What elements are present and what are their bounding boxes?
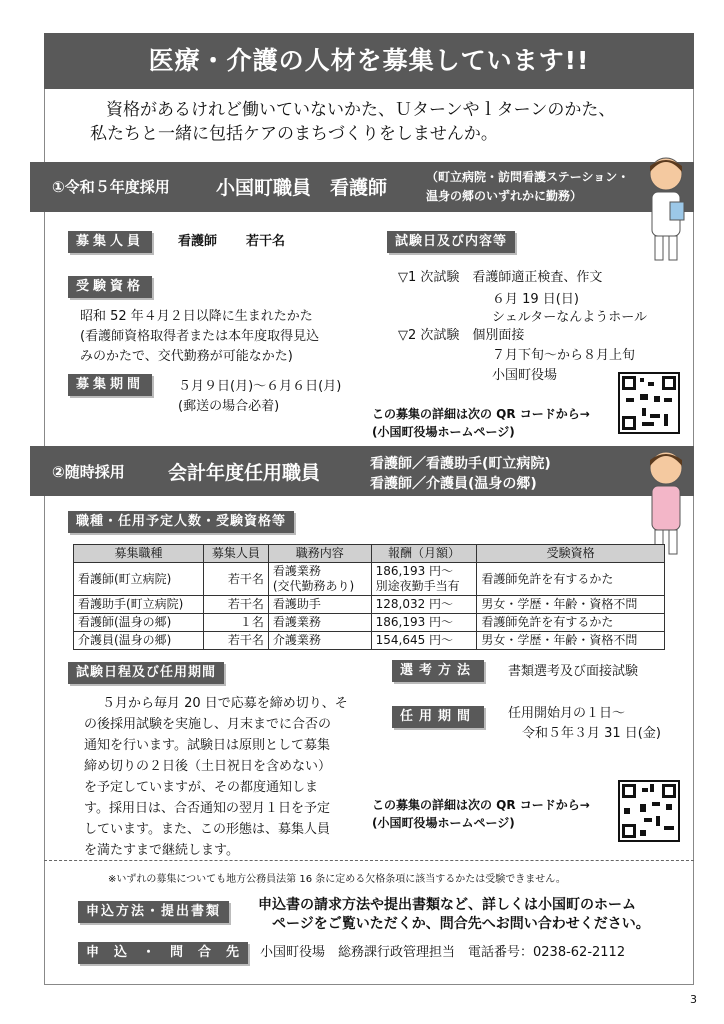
exam2-date: ７月下旬～から８月上旬 [492, 348, 636, 363]
header-qual: 受験資格 [477, 545, 665, 563]
apply-line-1: 申込書の請求方法や提出書類など、詳しくは小国町のホーム [258, 897, 636, 913]
table-row [74, 632, 665, 650]
header-job: 募集職種 [74, 545, 204, 563]
qualification-label: 受験資格 [68, 276, 152, 298]
row-pay-1: 186,193 円～ [375, 564, 454, 578]
exam1-place: シェルターなんようホール [492, 310, 647, 325]
section2-note-2: 看護師／介護員(温身の郷) [370, 476, 537, 492]
row-count: 若干名 [204, 596, 269, 614]
row-job: 介護員(温身の郷) [74, 632, 204, 650]
recruit-count: 若干名 [246, 234, 286, 249]
recruit-job: 看護師 [178, 234, 218, 249]
exam2-title: ▽2 次試験 個別面接 [398, 328, 525, 343]
row-qual: 男女・学歴・年齢・資格不問 [477, 632, 665, 650]
table-row [74, 614, 665, 632]
header-count: 募集人員 [204, 545, 269, 563]
schedule-line: を予定していますが、その都度通知しま [84, 780, 319, 795]
row-qual: 看護師免許を有するかた [477, 614, 665, 632]
page-number: 3 [690, 993, 697, 1006]
contact-text: 小国町役場 総務課行政管理担当 電話番号：0238-62-2112 [260, 945, 626, 960]
row-job: 看護師(町立病院) [74, 563, 204, 596]
section2-heading-prefix: ②随時採用 [52, 463, 125, 481]
row-duty [268, 563, 371, 596]
row-pay: 186,193 円～ [371, 614, 477, 632]
term-line-2: 令和５年３月 31 日(金) [522, 726, 661, 741]
qr-code-icon [620, 374, 678, 432]
jobs-table [73, 544, 665, 650]
exam2-place: 小国町役場 [492, 368, 558, 383]
intro-line-1: 資格があるけれど働いていないかた、Ｕターンやｌターンのかた、 [106, 100, 616, 120]
apply-line-2: ページをご覧いただくか、問合先へお問い合わせください。 [272, 916, 650, 932]
section1-note-2: 温身の郷のいずれかに勤務） [426, 189, 583, 203]
term-line-1: 任用開始月の１日～ [508, 706, 626, 721]
qr-note-1: この募集の詳細は次の QR コードから→ [372, 407, 590, 421]
schedule-line: しています。また、この形態は、募集人員 [84, 822, 330, 837]
qr-code-2[interactable] [618, 780, 680, 842]
period-line-1: ５月９日(月)～６月６日(月) [178, 379, 342, 394]
row-qual: 看護師免許を有するかた [477, 563, 665, 596]
qr-note-1-sub: (小国町役場ホームページ) [372, 425, 515, 439]
section1-heading-main: 小国町職員 看護師 [216, 177, 388, 199]
exam1-date: ６月 19 日(日) [492, 292, 579, 307]
section1-heading-prefix: ①令和５年度採用 [52, 178, 170, 196]
nurse-illustration [640, 152, 692, 264]
header-duty: 職務内容 [268, 545, 371, 563]
divider [44, 860, 694, 861]
row-pay: 128,032 円～ [371, 596, 477, 614]
exam1-title: ▽1 次試験 看護師適正検査、作文 [398, 270, 603, 285]
section1-note-1: （町立病院・訪問看護ステーション・ [426, 170, 630, 184]
page-title: 医療・介護の人材を募集しています!! [44, 33, 694, 89]
row-count: 若干名 [204, 563, 269, 596]
section2-heading-main: 会計年度任用職員 [168, 462, 321, 484]
qr-code-icon [620, 782, 678, 840]
schedule-line: を満たすまで継続します。 [84, 843, 239, 858]
schedule-line: 締め切りの２日後（土日祝日を含めない） [84, 759, 332, 774]
row-duty-2: (交代勤務あり) [272, 579, 355, 593]
row-duty: 介護業務 [268, 632, 371, 650]
term-label: 任用期間 [392, 706, 484, 728]
recruit-count-label: 募集人員 [68, 231, 152, 253]
section2-header [30, 446, 694, 496]
table-row [74, 563, 665, 596]
table-header-row [74, 545, 665, 563]
row-pay: 154,645 円～ [371, 632, 477, 650]
schedule-line: の後採用試験を実施し、月末までに合否の [84, 717, 332, 732]
table-row [74, 596, 665, 614]
section1-header [30, 162, 694, 212]
schedule-line: ５月から毎月 20 日で応募を締め切り、そ [102, 696, 348, 711]
schedule-line: 通知を行います。試験日は原則として募集 [84, 738, 330, 753]
row-pay [371, 563, 477, 596]
section2-note-1: 看護師／看護助手(町立病院) [370, 456, 551, 472]
schedule-line: す。採用日は、合否通知の翌月１日を予定 [84, 801, 330, 816]
row-job: 看護師(温身の郷) [74, 614, 204, 632]
jobs-label: 職種・任用予定人数・受験資格等 [68, 511, 294, 533]
period-line-2: (郵送の場合必着) [178, 399, 280, 414]
qr-note-2-sub: (小国町役場ホームページ) [372, 816, 515, 830]
qr-code-1[interactable] [618, 372, 680, 434]
qualification-line-1: 昭和 52 年４月２日以降に生まれたかた [80, 309, 313, 324]
footer-notice: ※いずれの募集についても地方公務員法第 16 条に定める欠格条項に該当するかたは受験できません。 [108, 874, 566, 885]
exam-label: 試験日及び内容等 [387, 231, 515, 253]
row-duty: 看護助手 [268, 596, 371, 614]
row-qual: 男女・学歴・年齢・資格不問 [477, 596, 665, 614]
row-job: 看護助手(町立病院) [74, 596, 204, 614]
row-duty: 看護業務 [268, 614, 371, 632]
qualification-line-2: (看護師資格取得者または本年度取得見込 [80, 329, 320, 344]
row-pay-2: 別途夜勤手当有 [375, 579, 460, 593]
qualification-line-3: みのかたで、交代勤務が可能なかた) [80, 349, 293, 364]
method-text: 書類選考及び面接試験 [508, 664, 639, 679]
method-label: 選考方法 [392, 660, 484, 682]
period-label: 募集期間 [68, 374, 152, 396]
row-count: １名 [204, 614, 269, 632]
header-pay: 報酬（月額） [371, 545, 477, 563]
qr-note-2: この募集の詳細は次の QR コードから→ [372, 798, 590, 812]
nurse-illustration-2 [640, 446, 692, 558]
schedule-label: 試験日程及び任用期間 [68, 662, 224, 684]
contact-label: 申 込 ・ 問 合 先 [78, 942, 248, 964]
row-duty-1: 看護業務 [272, 564, 321, 578]
apply-label: 申込方法・提出書類 [78, 901, 229, 923]
intro-line-2: 私たちと一緒に包括ケアのまちづくりをしませんか。 [90, 124, 498, 144]
row-count: 若干名 [204, 632, 269, 650]
